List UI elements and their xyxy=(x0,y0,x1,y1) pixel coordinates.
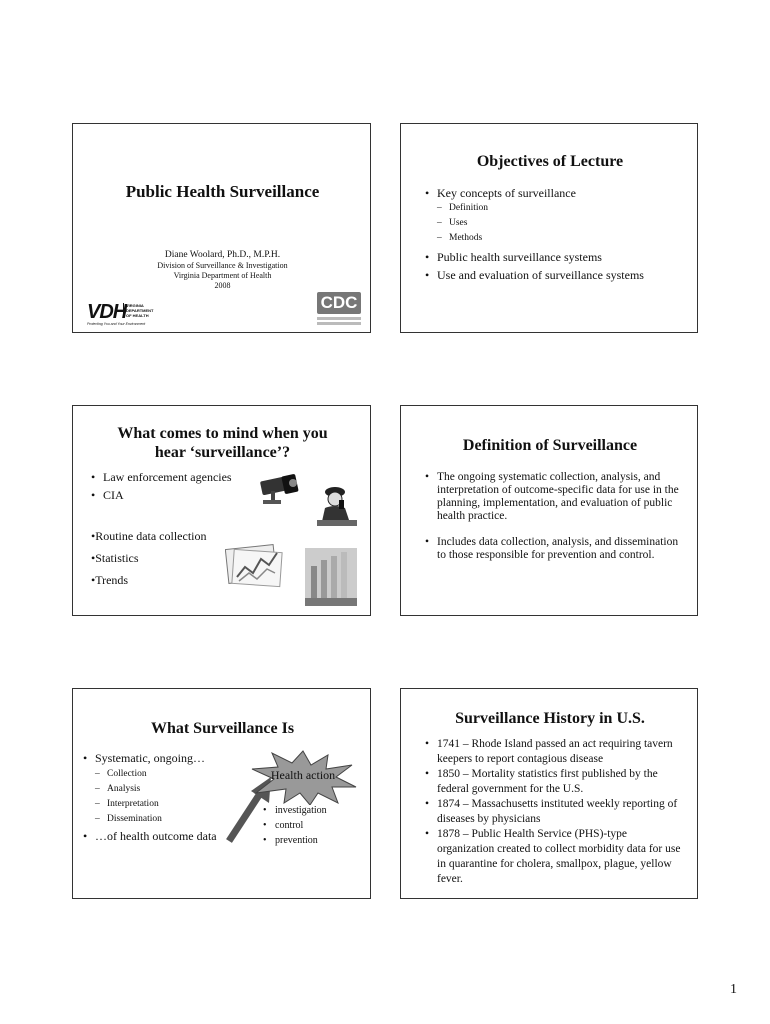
vdh-logo xyxy=(87,302,177,328)
cdc-logo-mark: CDC xyxy=(317,292,361,314)
plain-item-statistics: •Statistics xyxy=(91,551,139,565)
definition-list xyxy=(425,471,681,562)
bar-graph-clipart-icon xyxy=(305,548,357,606)
vdh-tagline: Protecting You and Your Environment xyxy=(87,322,146,326)
slide-objectives xyxy=(400,123,698,333)
list-item: – Methods xyxy=(437,231,685,246)
plain-item-routine: •Routine data collection xyxy=(91,529,207,543)
vdh-logo-words xyxy=(123,303,153,318)
list-item: • investigation xyxy=(263,803,363,818)
list-item: – Interpretation xyxy=(95,797,263,812)
objectives-title: Objectives of Lecture xyxy=(476,153,624,170)
list-item: • Includes data collection, analysis, and dissemination to those responsible for prevention and control. xyxy=(425,536,681,562)
plain-item-trends: •Trends xyxy=(91,573,129,587)
slide-title-heading: Public Health Surveillance xyxy=(125,182,320,201)
list-item: – Analysis xyxy=(95,782,263,797)
list-item: • 1878 – Public Health Service (PHS)-type organization created to collect morbidity data for use in quarantine for cholera, smallpox, plague, yellow fever. xyxy=(425,827,683,887)
list-item: – Dissemination xyxy=(95,812,263,827)
definition-title: Definition of Surveillance xyxy=(462,437,638,454)
author-name: Diane Woolard, Ph.D., M.P.H. xyxy=(164,250,281,260)
slide-title xyxy=(72,123,371,333)
list-item: • 1741 – Rhode Island passed an act requiring tavern keepers to report contagious disease xyxy=(425,737,683,767)
list-item xyxy=(425,186,685,246)
objective-sublist xyxy=(437,201,685,246)
what-comes-list xyxy=(91,470,261,502)
author-year: 2008 xyxy=(214,281,231,290)
list-item: – Collection xyxy=(95,767,263,782)
author-block xyxy=(73,249,372,291)
list-item: • prevention xyxy=(263,833,363,848)
health-action-label: Health action xyxy=(270,768,336,782)
list-item: • Use and evaluation of surveillance systems xyxy=(425,268,685,282)
list-item: • 1874 – Massachusetts instituted weekly reporting of diseases by physicians xyxy=(425,797,683,827)
slide-what-comes-to-mind xyxy=(72,405,371,616)
slide-what-surveillance-is xyxy=(72,688,371,899)
list-item: • 1850 – Mortality statistics first published by the federal government for the U.S. xyxy=(425,767,683,797)
history-list xyxy=(425,737,683,887)
what-is-title: What Surveillance Is xyxy=(150,720,295,737)
slide-history xyxy=(400,688,698,899)
list-item: • CIA xyxy=(91,488,261,502)
cdc-logo-line-1 xyxy=(317,317,361,320)
list-item: • control xyxy=(263,818,363,833)
list-item: • The ongoing systematic collection, analysis, and interpretation of outcome-specific data for use in the planning, implementation, and evaluation of public health practice. xyxy=(425,471,681,523)
slide-definition xyxy=(400,405,698,616)
vdh-word-2: DEPARTMENT xyxy=(126,308,154,313)
author-division: Division of Surveillance & Investigation xyxy=(157,261,288,270)
list-item: – Uses xyxy=(437,216,685,231)
vdh-logo-mark: VDH xyxy=(87,301,127,323)
author-department: Virginia Department of Health xyxy=(173,271,272,280)
objectives-list xyxy=(425,186,685,282)
objective-text: Key concepts of surveillance xyxy=(437,186,576,200)
list-item: • Public health surveillance systems xyxy=(425,250,685,264)
action-list xyxy=(263,803,363,848)
page-number: 1 xyxy=(730,982,737,997)
security-camera-icon xyxy=(253,472,301,508)
list-item: • Law enforcement agencies xyxy=(91,470,261,484)
history-title: Surveillance History in U.S. xyxy=(455,710,645,727)
list-item: • Systematic, ongoing… xyxy=(83,751,263,765)
what-comes-title xyxy=(73,424,372,462)
vdh-word-1: VIRGINIA xyxy=(126,303,144,308)
chart-clipart-icon xyxy=(225,543,283,589)
vdh-word-3: OF HEALTH xyxy=(126,313,149,318)
agent-on-phone-icon xyxy=(313,486,359,528)
what-is-bullets-1 xyxy=(83,751,263,765)
list-item: • …of health outcome data xyxy=(83,829,263,843)
cdc-logo-line-2 xyxy=(317,322,361,325)
title-line-2: hear ‘surveillance’? xyxy=(154,444,291,461)
cdc-logo xyxy=(317,292,361,328)
list-item: – Definition xyxy=(437,201,685,216)
title-line-1: What comes to mind when you xyxy=(117,425,328,442)
